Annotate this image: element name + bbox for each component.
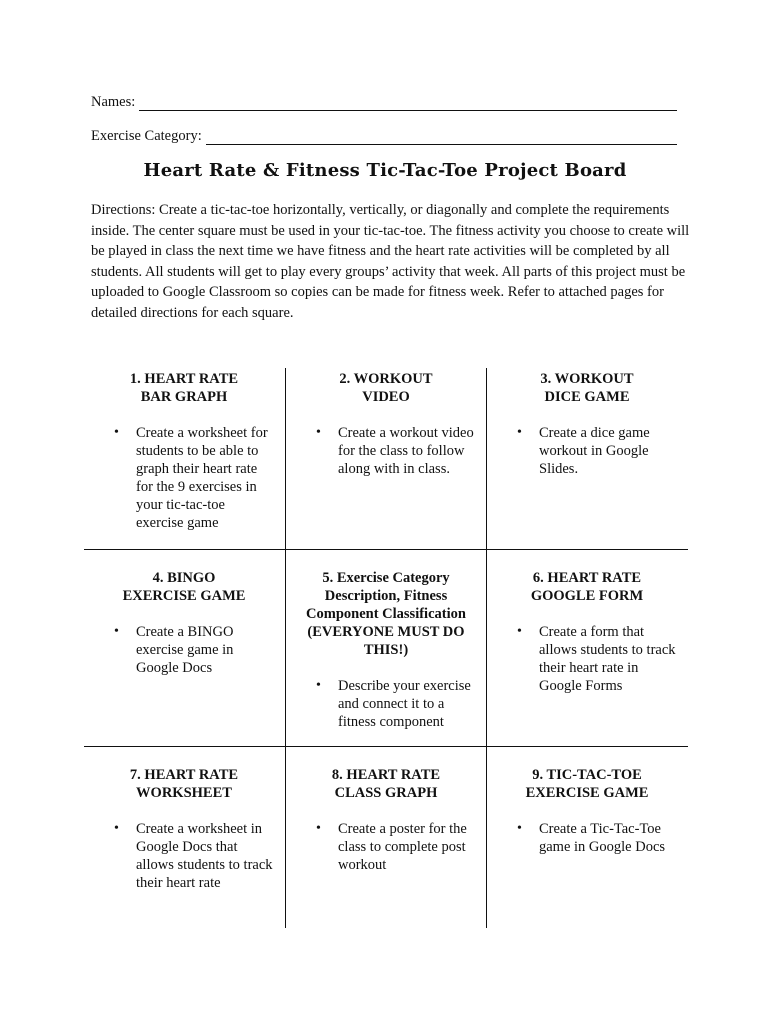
square-2: [286, 370, 486, 478]
square-1: [84, 370, 284, 532]
square-8: [286, 766, 486, 874]
square-requirement: • Create a worksheet in Google Docs that allows students to track their heart rate: [136, 820, 284, 892]
square-title: 6. HEART RATE GOOGLE FORM: [530, 570, 644, 604]
square-requirement: • Create a workout video for the class to follow along with in class.: [338, 424, 486, 478]
square-5: [286, 569, 486, 731]
square-requirement: • Create a form that allows students to track their heart rate in Google Forms: [539, 623, 687, 695]
page-title: Heart Rate & Fitness Tic-Tac-Toe Project Board: [143, 160, 627, 181]
names-line[interactable]: [139, 97, 677, 111]
square-requirement: • Create a worksheet for students to be able to graph their heart rate for the 9 exercises in your tic-tac-toe exercise game: [136, 424, 284, 532]
square-4: [84, 569, 284, 677]
exercise-category-label: Exercise Category:: [91, 128, 202, 144]
square-6: [487, 569, 687, 695]
square-requirement: • Create a BINGO exercise game in Google Docs: [136, 623, 284, 677]
tic-tac-toe-board: [84, 368, 688, 928]
square-title: 4. BINGO EXERCISE GAME: [122, 570, 246, 604]
names-field[interactable]: [91, 94, 677, 111]
square-9: [487, 766, 687, 856]
exercise-category-field[interactable]: [91, 128, 677, 145]
square-title: 2. WORKOUT VIDEO: [339, 371, 433, 405]
grid-line-horizontal-1: [84, 549, 688, 550]
square-title: 7. HEART RATE WORKSHEET: [129, 767, 239, 801]
square-requirement: • Create a Tic-Tac-Toe game in Google Docs: [539, 820, 687, 856]
square-3: [487, 370, 687, 478]
square-requirement: • Describe your exercise and connect it to a fitness component: [338, 677, 486, 731]
square-7: [84, 766, 284, 892]
square-title: 1. HEART RATE BAR GRAPH: [129, 371, 239, 405]
square-title: 5. Exercise Category Description, Fitness Component Classification (EVERYONE MUST DO THIS!): [306, 570, 466, 658]
names-label: Names:: [91, 94, 136, 110]
directions-paragraph: Directions: Create a tic-tac-toe horizontally, vertically, or diagonally and complete the requirements inside. The center square must be used in your tic-tac-toe. The fitness activity you choose to create will be played in class the next time we have fitness and the heart rate activities will be completed by all students. All students will get to play every groups’ activity that week. All parts of this project must be uploaded to Google Classroom so copies can be made for fitness week. Refer to attached pages for detailed directions for each square.: [91, 202, 690, 321]
square-requirement: • Create a dice game workout in Google Slides.: [539, 424, 687, 478]
exercise-category-line[interactable]: [206, 131, 677, 145]
square-title: 3. WORKOUT DICE GAME: [540, 371, 634, 405]
square-title: 8. HEART RATE CLASS GRAPH: [331, 767, 441, 801]
square-title: 9. TIC-TAC-TOE EXERCISE GAME: [525, 767, 649, 801]
square-requirement: • Create a poster for the class to complete post workout: [338, 820, 486, 874]
grid-line-horizontal-2: [84, 746, 688, 747]
